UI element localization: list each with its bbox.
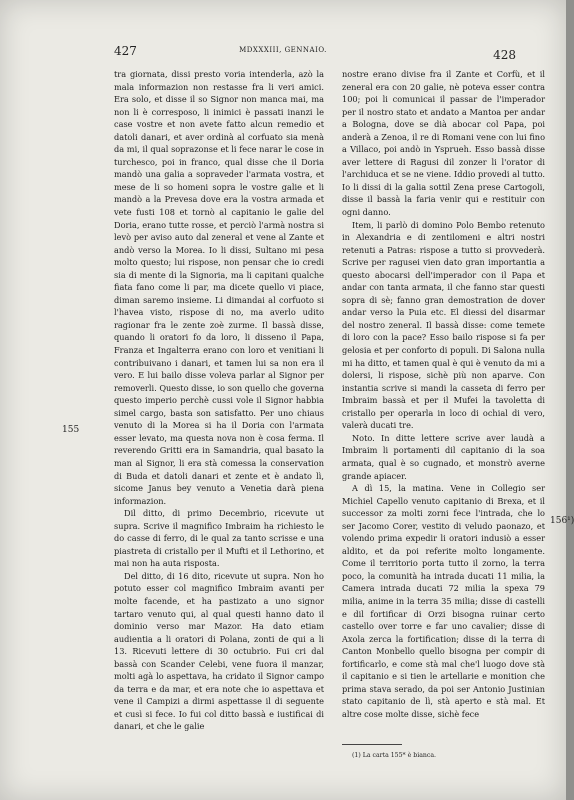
paragraph: A dì 15, la matina. Vene in Collegio ser Michiel Capello venuto capitanio di Brexa, et il successor za molti zorni fece l'intrada, che lo ser Jacomo Corer, vestito di veludo paonazo, et volendo prima expedir li oratori indusiò a esser aldito, et da poi referite molto longamente. Come il territorio porta tutto il zorno, la terra poco, la comunità ha intrada ducati 11 milia, la Camera intrada ducati 72 milia la spexa 79 milia, anime in la terra 35 milia; disse di castelli e dil fortificar di Orzi bisogna ruinar certo castello over torre e far uno cavalier; disse di Axola zerca la fortification; disse di la terra di Canton Monbello quello bisogna per compir di fortificarlo, e come stà mal che'l luogo dove stà il capitanio e si tien le artellarie e monition che prima stava serado, da poi ser Antonio Justinian stato capitanio de lì, stà aperto e stà mal. Et altre cose molte disse, sichè fece [342,483,545,719]
page-number-left: 427 [114,44,137,58]
paragraph: Dil ditto, di primo Decembrio, ricevute ut supra. Scrive il magnifico Imbraim ha richiesto le do casse di ferro, di le qual za tanto scrisse e una piastreta di cristallo per il Mufti et il Lethorino, et mai non ha auta risposta. [114,508,324,569]
running-title: MDXXXIII, GENNAIO. [239,46,327,54]
margin-number-left: 155 [62,425,80,435]
left-column [114,68,324,733]
paragraph: nostre erano divise fra il Zante et Corfù, et il zeneral era con 20 galie, nè poteva esser contra 100; poi li comunicai il passar de l'imperador per il nostro stato et andato a Mantoa per andar a Bologna, dove se dià abocar col Papa, poi anderà a Zenoa, il re di Romani vene con lui fino a Villaco, poi andò in Ysprueh. Esso bassà disse aver lettere di Ragusi dil zonzer li l'orator di l'archiduca et se ne viene. Iddio provedi al tutto. Io li dissi di la galia sottil Zena prese Cartogoli, disse il bassà la faria venir qui e restituir con ogni danno. [342,69,545,218]
page-number-right: 428 [493,48,516,62]
paragraph: Item, li parlò di domino Polo Bembo retenuto in Alexandria e di zentilomeni e altri nostri retenuti a Patras: rispose a tutto si provvederà. Scrive per ragusei vien dato gran importantia a questo abocarsi dell'imperador con il Papa et andar con tanta armata, il che fanno star questi sopra di sè; fanno gran demostration de dover andar verso la Puia etc. El diessi del disarmar del nostro zeneral. Il bassà disse: come temete di loro con la pace? Esso bailo rispose si fa per gelosia et per conforto di populi. Di Salona nulla mi ha ditto, et tamen qual è qui è venuto da mi a dolersi, li rispose, sichè più non aparve. Con instantia scrive si mandi la casseta di ferro per Imbraim bassà et per il Mufei la tavoletta di cristallo per operarla in loco di ochial di vero, valerà ducati tre. [342,219,545,431]
paragraph: Del ditto, di 16 dito, ricevute ut supra. Non ho potuto esser col magnifico Imbraim avanti per molte facende, et ha pastizato a uno signor tartaro venuto qui, al qual questi hanno dato il dominio verso mar Mazor. Ha dato etiam audientia a li oratori di Polana, zonti de qui a li 13. Ricevuti lettere di 30 octubrio. Fui cri dal bassà con Scander Celebi, vene fuora il manzar, molti agà lo aspettava, ha cridato il Signor campo da terra e da mar, et era note che io aspettava et vene il Campizi a dirmi aspettasse il di seguente et cusì si fece. Io fui col ditto bassà e iustificai di danari, et che le galie [114,570,324,732]
footnote: (1) La carta 155* è bianca. [352,752,436,759]
right-column [342,68,545,720]
paragraph: Noto. In ditte lettere scrive aver laudà a Imbraim li portamenti dil capitanio di la soa armata, qual è so cugnado, et monstrò averne grande apiacer. [342,432,545,481]
page-header [0,44,566,62]
margin-number-right: 156¹) [550,516,574,526]
footnote-rule [342,744,402,745]
paragraph: tra giornata, dissi presto voria intenderla, azò la mala informazion non restasse fra li veri amici. Era solo, et disse il so Signor non manca mai, ma non li è corresposo, li inimici è passati inanzi le case vostre et non avete fatto alcun remedio et datoli danari, et aver ordinà al corfuato sia menà da mi, il qual soprazonse et li fece narar le cose in turchesco, poi in franco, qual disse che il Doria mandò una galia a sopraveder l'armata vostra, et mese de li so homeni sopra le vostre galie et li mandò a la Prevesa dove era la vostra armada et vete fusti 108 et tornò al capitanio le galie del Doria, erano tutte rosse, et perciò l'armà nostra si levò per aviso auto dal zeneral et vene al Zante et andò verso la Morea. Io li dissi, Sultano mi pesa molto questo; lui rispose, non pensar che io credi sia di mente di la Signoria, ma li capitani qualche fiata fano come li par, ma dicete quello vi piace, diman saremo insieme. Li dimandai al corfuoto si l'havea visto, rispose di no, ma averlo udito ragionar fra le zente zoè zurme. Il bassà disse, quando li oratori fo da loro, li disseno il Papa, Franza et Ingalterra erano con loro et venitiani li contribuivano i danari, et tamen lui sa non era il vero. E lui bailo disse voleva parlar al Signor per removerli. Questo disse, io son quello che governa questo imperio perchè cussi vole il Signor habbia simel cargo, basta son satisfatto. Per uno chiaus venuto di la Morea si ha il Doria con l'armata esser levato, ma questa nova non è cosa ferma. Il reverendo Gritti era in Samandria, qual basato la man al Signor, li era stà comessa la conservation di Buda et datoli danari et zente et è andato lì, sicome Janus bey venuto a Venetia darà piena informazion. [114,69,324,506]
